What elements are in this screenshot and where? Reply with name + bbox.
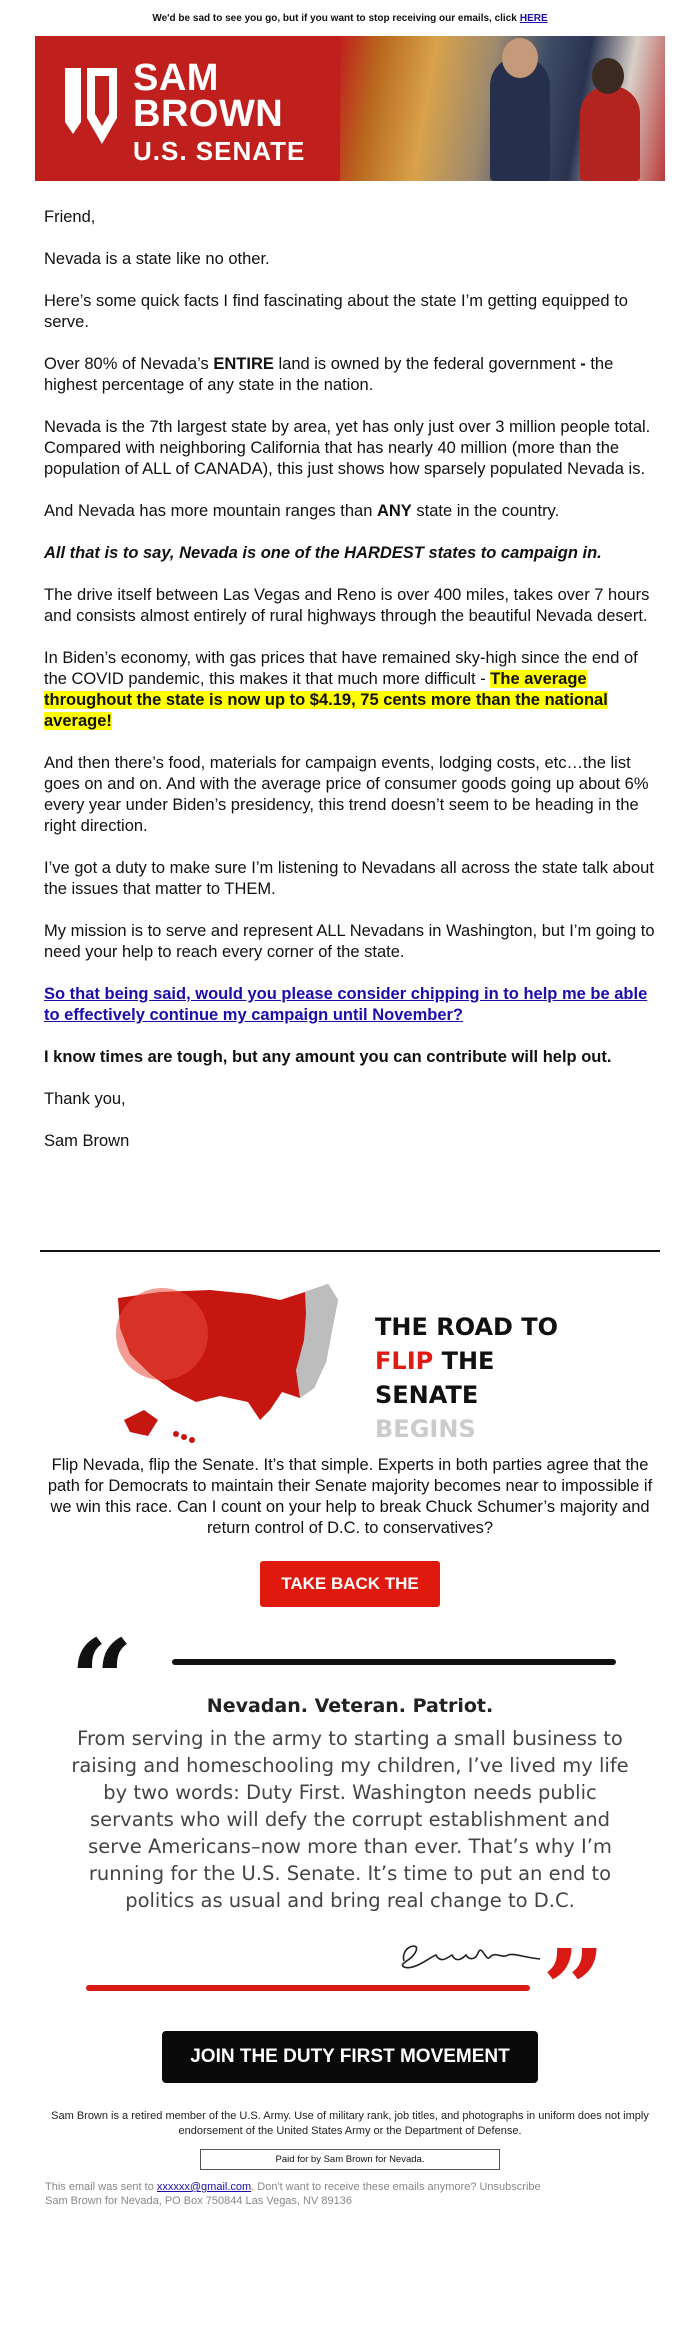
brand-line-3: U.S. SENATE [133,136,306,166]
unsubscribe-link[interactable]: HERE [519,12,548,24]
paragraph: And Nevada has more mountain ranges than ANY state in the country. [44,502,560,520]
paragraph: I know times are tough, but any amount you can contribute will help out. [44,1048,612,1066]
brand-logo-icon [59,62,123,150]
quote-body: From serving in the army to starting a small business to raising and homeschooling my children, I’ve lived my life by two words: Duty First. Washington needs public servants who will defy the corrupt establishment and serve Americans–now more than ever. That’s why I’m running for the U.S. Senate. It’s time to put an end to politics as usual and bring real change to D.C. [71,1727,629,1912]
recipient-email-link[interactable]: xxxxxx@gmail.com [156,2181,252,2193]
quote-title: Nevadan. Veteran. Patriot. [206,1695,494,1717]
quote-bottom-rule [86,1985,530,1991]
join-movement-button[interactable]: JOIN THE DUTY FIRST MOVEMENT [162,2031,538,2083]
section-divider [40,1250,660,1252]
greeting: Friend, [44,208,96,226]
paragraph: My mission is to serve and represent ALL Nevadans in Washington, but I’m going to need your help to reach every corner of the state. [44,922,655,961]
footer-address: Sam Brown for Nevada, PO Box 750844 Las Vegas, NV 89136 [45,2195,352,2207]
closing: Thank you, [44,1090,126,1108]
brand-line-1: SAM [133,57,219,99]
email-body [35,181,665,1152]
testimonial-block [50,1615,650,2054]
email-footer: This email was sent to xxxxxx@gmail.com. Don't want to receive these emails anymore? Unsubscribe Sam Brown for Nevada, PO Box 750844 Las Vegas, NV 89136 [45,2180,655,2208]
quote-top-rule [172,1659,616,1665]
candidate-photo [340,36,665,181]
signature-name: Sam Brown [44,1132,130,1150]
paragraph: And then there’s food, materials for campaign events, lodging costs, etc…the list goes on and on. And with the average price of consumer goods going up about 6% every year under Biden’s presidency, this trend doesn’t seem to be heading in the right direction. [44,754,649,835]
take-back-senate-button[interactable]: TAKE BACK THE SENATE [260,1561,440,1607]
paragraph: In Biden’s economy, with gas prices that have remained sky-high since the end of the COVID pandemic, this makes it that much more difficult - The average throughout the state is now up to $4.19, 75 cents more than the national average! [44,649,638,730]
paragraph: Nevada is a state like no other. [44,250,270,268]
brand-wordmark [133,57,306,167]
handwritten-signature-icon [390,1933,550,1973]
military-disclaimer: Sam Brown is a retired member of the U.S. Army. Use of military rank, job titles, and photographs in uniform does not imply endorsement of the United States Army or the Department of Defense. [51,2110,649,2137]
paragraph: The drive itself between Las Vegas and Reno is over 400 miles, takes over 7 hours and consists almost entirely of rural highways through the beautiful Nevada desert. [44,586,650,625]
header-banner [35,36,665,181]
unsubscribe-notice [0,0,700,36]
paragraph: Nevada is the 7th largest state by area, yet has only just over 3 million people total. Compared with neighboring California that has nearly 40 million (more than the population of ALL of CANADA), this just shows how sparsely populated Nevada is. [44,418,651,478]
unsubscribe-text: We'd be sad to see you go, but if you want to stop receiving our emails, click [152,12,517,24]
donate-link[interactable]: So that being said, would you please consider chipping in to help me be able to effectively continue my campaign until November? [44,985,648,1024]
paragraph: Over 80% of Nevada’s ENTIRE land is owned by the federal government - the highest percentage of any state in the nation. [44,355,614,394]
open-quote-icon: “ [70,1615,134,1744]
paid-for-box: Paid for by Sam Brown for Nevada. [200,2149,500,2170]
flip-senate-graphic [100,1270,600,1445]
close-quote-icon: ” [542,1925,606,2054]
paragraph: I’ve got a duty to make sure I’m listening to Nevadans all across the state talk about the issues that matter to THEM. [44,859,654,898]
road-to-flip-heading: THE ROAD TO FLIP THE SENATE BEGINS [375,1313,559,1443]
flip-paragraph: Flip Nevada, flip the Senate. It’s that simple. Experts in both parties agree that the path for Democrats to maintain their Senate majority becomes near to impossible if we win this race. Can I count on your help to break Chuck Schumer’s majority and return control of D.C. to conservatives? [47,1456,653,1537]
highlighted-text: The average throughout the state is now up to $4.19, 75 cents more than the national average! [44,670,608,730]
brand-line-2: BROWN [133,93,284,135]
emphasis-paragraph: All that is to say, Nevada is one of the HARDEST states to campaign in. [44,544,602,562]
paragraph: Here’s some quick facts I find fascinating about the state I’m getting equipped to serve. [44,292,628,331]
us-map-icon [100,1270,370,1445]
